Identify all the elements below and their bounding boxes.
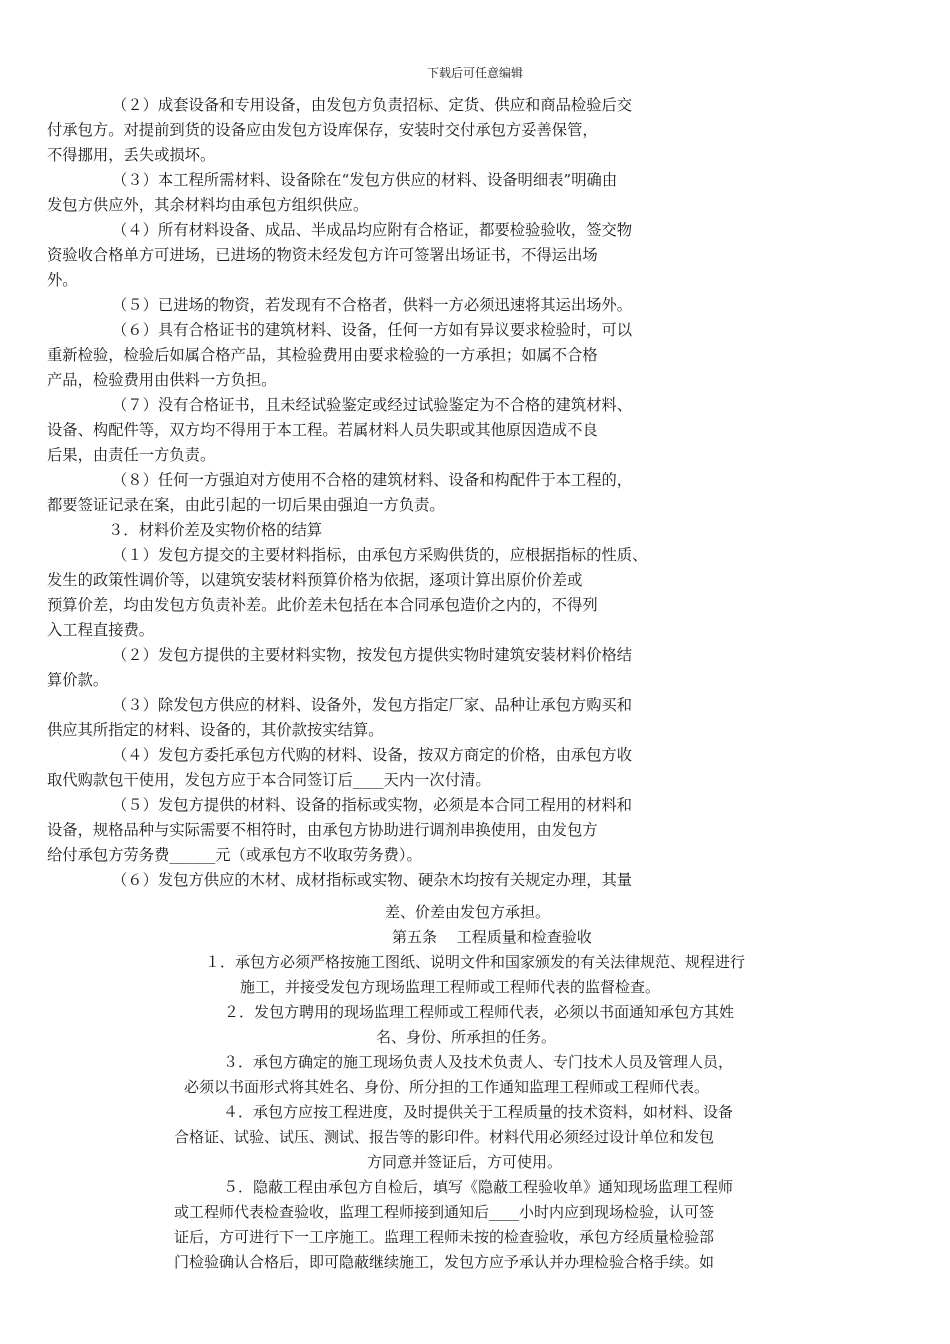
text-line: 产品，检验费用由供料一方负担。: [47, 371, 277, 389]
text-line: 不得挪用，丢失或损坏。: [47, 146, 216, 164]
text-line: 或工程师代表检查验收，监理工程师接到通知后____小时内应到现场检验，认可签: [174, 1203, 715, 1221]
text-line: （８）任何一方强迫对方使用不合格的建筑材料、设备和构配件于本工程的，: [112, 471, 633, 489]
text-line: （６）具有合格证书的建筑材料、设备，任何一方如有异议要求检验时，可以: [112, 321, 633, 339]
text-line: ３．承包方确定的施工现场负责人及技术负责人、专门技术人员及管理人员，: [223, 1053, 734, 1071]
text-line: 都要签证记录在案，由此引起的一切后果由强迫一方负责。: [47, 496, 445, 514]
text-line: 证后，方可进行下一工序施工。监理工程师未按的检查验收，承包方经质量检验部: [174, 1228, 715, 1246]
text-line: 发包方供应外，其余材料均由承包方组织供应。: [47, 196, 369, 214]
text-line: 施工，并接受发包方现场监理工程师或工程师代表的监督检查。: [240, 978, 661, 996]
text-line: （５）发包方提供的材料、设备的指标或实物，必须是本合同工程用的材料和: [112, 796, 633, 814]
text-line: 方同意并签证后，方可使用。: [367, 1153, 563, 1171]
text-line: 差、价差由发包方承担。: [385, 903, 551, 921]
text-line: 合格证、试验、试压、测试、报告等的影印件。材料代用必须经过设计单位和发包: [174, 1128, 715, 1146]
text-line: 资验收合格单方可进场，已进场的物资未经发包方许可签署出场证书，不得运出场: [47, 246, 598, 264]
text-line: 后果，由责任一方负责。: [47, 446, 216, 464]
text-line: 重新检验，检验后如属合格产品，其检验费用由要求检验的一方承担；如属不合格: [47, 346, 598, 364]
page-header: 下载后可任意编辑: [426, 66, 523, 80]
text-line: 门检验确认合格后，即可隐蔽继续施工，发包方应予承认并办理检验合格手续。如: [174, 1253, 715, 1271]
text-line: 付承包方。对提前到货的设备应由发包方设库保存，安装时交付承包方妥善保管，: [47, 121, 598, 139]
text-line: 名、身份、所承担的任务。: [376, 1028, 557, 1046]
text-line: １．承包方必须严格按施工图纸、说明文件和国家颁发的有关法律规范、规程进行: [205, 953, 746, 971]
text-line: （１）发包方提交的主要材料指标，由承包方采购供货的，应根据指标的性质、: [112, 546, 648, 564]
text-line: ４．承包方应按工程进度，及时提供关于工程质量的技术资料，如材料、设备: [223, 1103, 734, 1121]
text-line: （３）本工程所需材料、设备除在“发包方供应的材料、设备明细表”明确由: [112, 171, 618, 189]
text-line: 入工程直接费。: [47, 621, 155, 639]
text-line: 算价款。: [47, 671, 109, 689]
text-line: （３）除发包方供应的材料、设备外，发包方指定厂家、品种让承包方购买和: [112, 696, 633, 714]
text-line: （４）所有材料设备、成品、半成品均应附有合格证，都要检验验收，签交物: [112, 221, 633, 239]
text-line: （２）成套设备和专用设备，由发包方负责招标、定货、供应和商品检验后交: [112, 96, 633, 114]
text-line: （７）没有合格证书，且未经试验鉴定或经过试验鉴定为不合格的建筑材料、: [112, 396, 633, 414]
text-line: ２．发包方聘用的现场监理工程师或工程师代表，必须以书面通知承包方其姓: [224, 1003, 735, 1021]
text-line: ５．隐蔽工程由承包方自检后，填写《隐蔽工程验收单》通知现场监理工程师: [223, 1178, 734, 1196]
text-line: 供应其所指定的材料、设备的，其价款按实结算。: [47, 721, 384, 739]
text-line: 给付承包方劳务费______元（或承包方不收取劳务费）。: [47, 846, 422, 864]
text-line: 取代购款包干使用，发包方应于本合同签订后____天内一次付清。: [47, 771, 491, 789]
section-heading: ３．材料价差及实物价格的结算: [108, 521, 323, 539]
article-heading: 第五条 工程质量和检查验收: [392, 928, 592, 946]
text-line: 预算价差，均由发包方负责补差。此价差未包括在本合同承包造价之内的，不得列: [47, 596, 598, 614]
text-line: 外。: [47, 271, 78, 289]
text-line: 发生的政策性调价等，以建筑安装材料预算价格为依据，逐项计算出原价价差或: [47, 571, 583, 589]
text-line: 设备、构配件等，双方均不得用于本工程。若属材料人员失职或其他原因造成不良: [47, 421, 598, 439]
text-line: （６）发包方供应的木材、成材指标或实物、硬杂木均按有关规定办理，其量: [112, 871, 633, 889]
text-line: 设备，规格品种与实际需要不相符时，由承包方协助进行调剂串换使用，由发包方: [47, 821, 598, 839]
text-line: （４）发包方委托承包方代购的材料、设备，按双方商定的价格，由承包方收: [112, 746, 633, 764]
text-line: （５）已进场的物资，若发现有不合格者，供料一方必须迅速将其运出场外。: [112, 296, 633, 314]
text-line: 必须以书面形式将其姓名、身份、所分担的工作通知监理工程师或工程师代表。: [184, 1078, 710, 1096]
text-line: （２）发包方提供的主要材料实物，按发包方提供实物时建筑安装材料价格结: [112, 646, 633, 664]
